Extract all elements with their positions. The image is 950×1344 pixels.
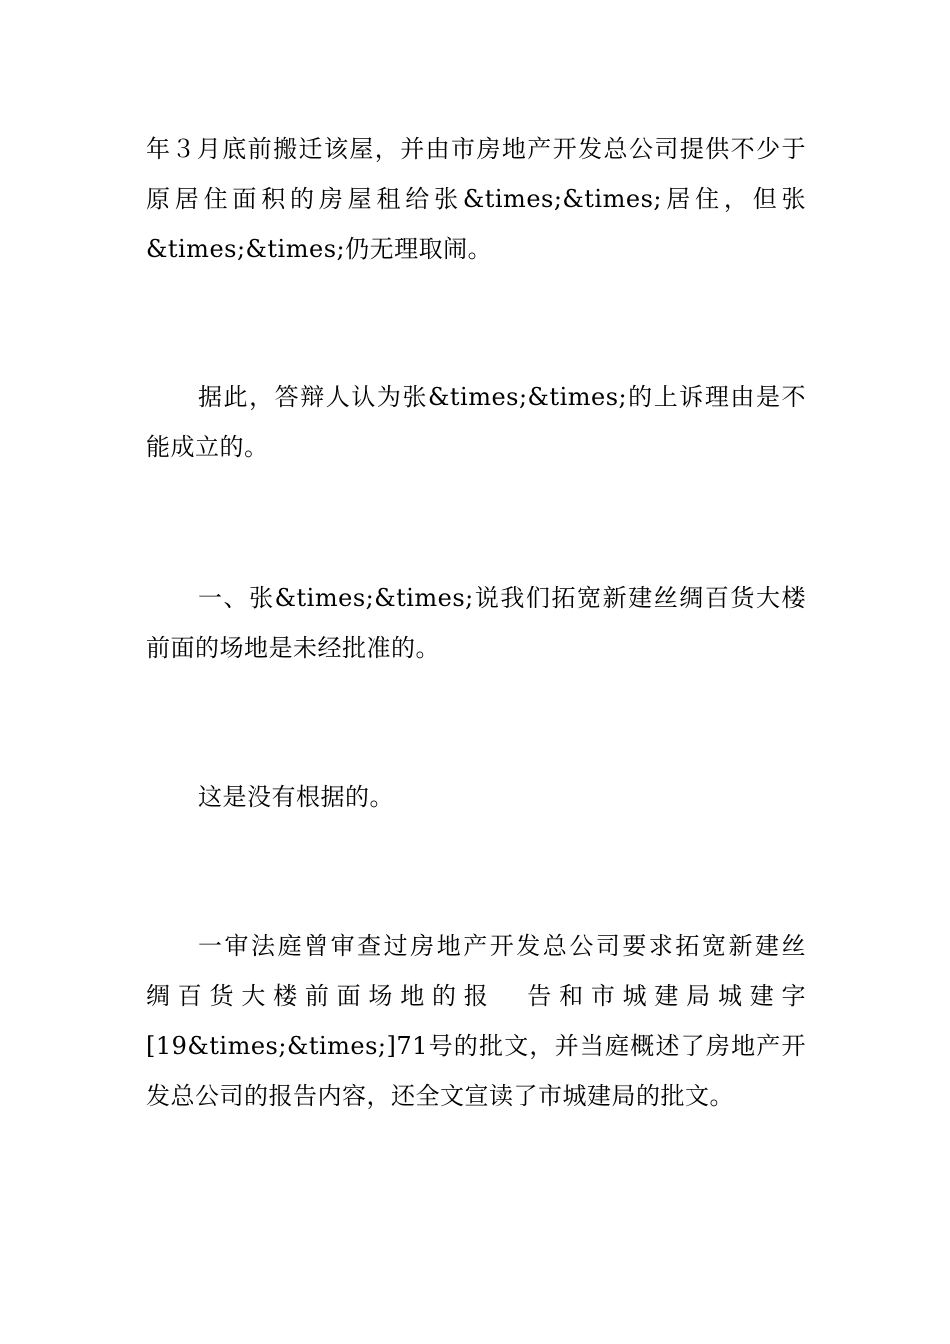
paragraph-line: 能成立的。: [146, 433, 269, 461]
paragraph-line: 前面的场地是未经批准的。: [146, 634, 440, 662]
paragraph-line: 绸百货大楼前面场地的报 告和市城建局城建字: [146, 982, 806, 1010]
paragraph-line: 年３月底前搬迁该屋，并由市房地产开发总公司提供不少于: [146, 135, 806, 163]
paragraph-2: [146, 372, 806, 472]
paragraph-line: [19&times;&times;]71号的批文，并当庭概述了房地产开: [146, 1032, 806, 1060]
paragraph-line: &times;&times;仍无理取闹。: [146, 235, 493, 263]
paragraph-1: [146, 124, 806, 274]
paragraph-line: 这是没有根据的。: [198, 783, 394, 811]
paragraph-line: 一审法庭曾审查过房地产开发总公司要求拓宽新建丝: [198, 932, 806, 960]
paragraph-4: [146, 772, 806, 822]
paragraph-3: [146, 573, 806, 673]
paragraph-5: [146, 921, 806, 1121]
paragraph-line: 一、张&times;&times;说我们拓宽新建丝绸百货大楼: [198, 584, 806, 612]
paragraph-line: 据此，答辩人认为张&times;&times;的上诉理由是不: [198, 383, 806, 411]
paragraph-line: 发总公司的报告内容，还全文宣读了市城建局的批文。: [146, 1082, 734, 1110]
paragraph-line: 原居住面积的房屋租给张&times;&times;居住，但张: [146, 185, 806, 213]
